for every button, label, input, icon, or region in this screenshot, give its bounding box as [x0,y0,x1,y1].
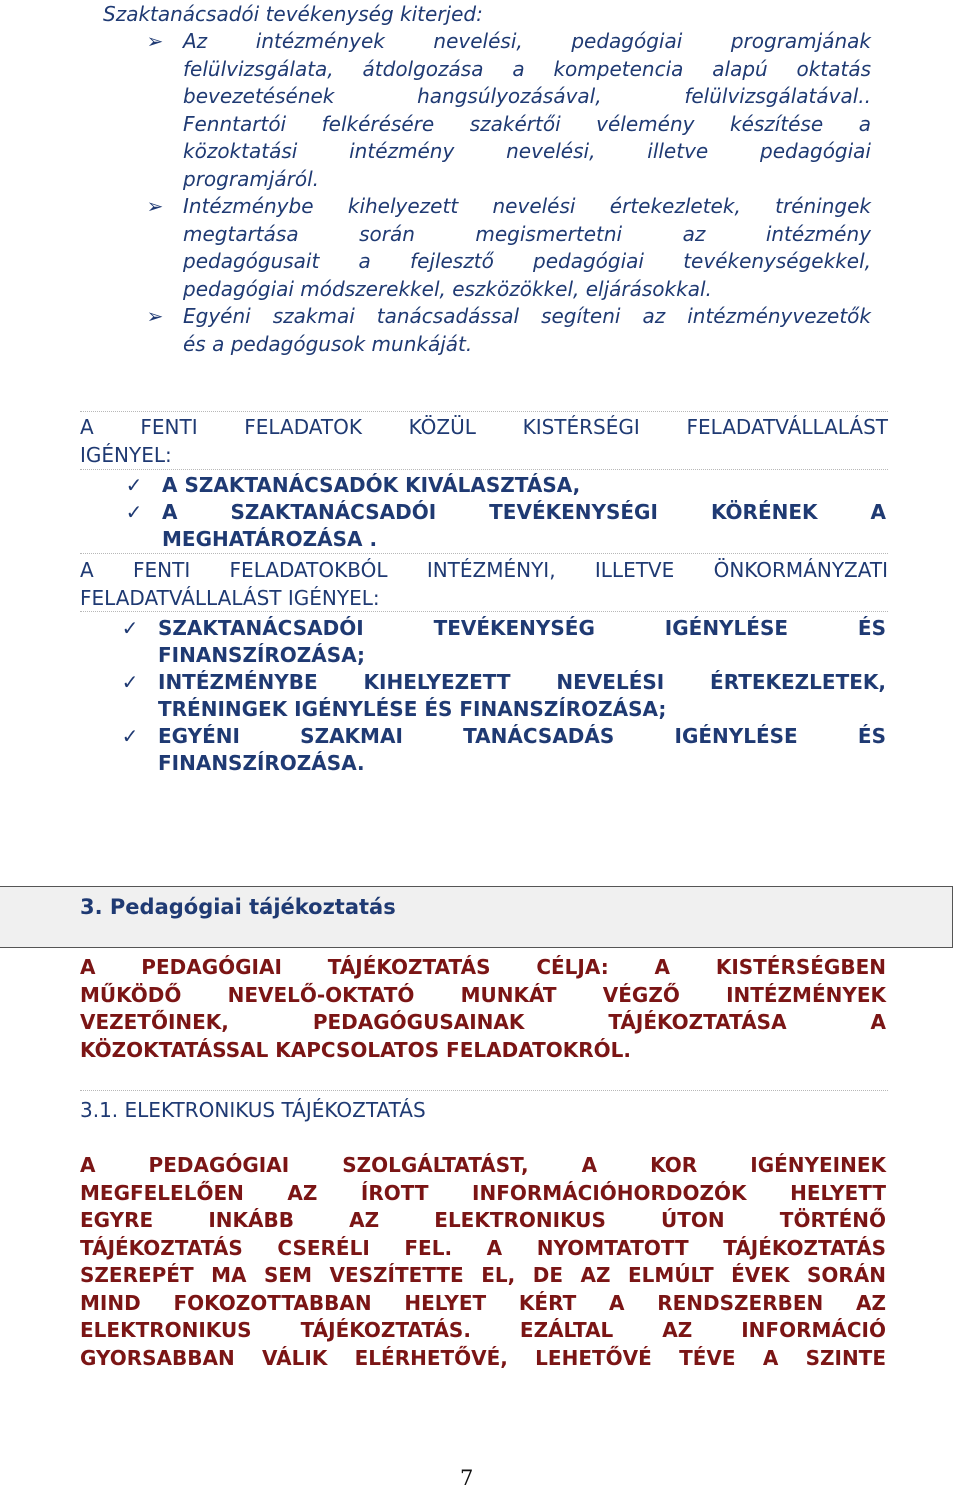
list-item [146,28,871,193]
text-line: MŰKÖDŐ NEVELŐ-OKTATÓ MUNKÁT VÉGZŐ INTÉZMÉNYEK [80,982,886,1007]
text-line: A FENTI FELADATOK KÖZÜL KISTÉRSÉGI FELADATVÁLLALÁST [80,415,888,439]
dotted-divider [80,553,888,554]
text-line: SZEREPÉT MA SEM VESZÍTETTE EL, DE AZ ELMÚLT ÉVEK SORÁN [80,1263,886,1287]
text-line: INTÉZMÉNYBE KIHELYEZETT NEVELÉSI ÉRTEKEZLETEK, [158,670,886,694]
text-line: IGÉNYEL: [80,442,172,467]
text-line: A SZAKTANÁCSADÓI TEVÉKENYSÉGI KÖRÉNEK A [162,500,886,524]
section-b-checklist [121,615,886,777]
section-b-text [80,557,888,612]
list-item [121,615,886,669]
text-line: GYORSABBAN VÁLIK ELÉRHETŐVÉ, LEHETŐVÉ TÉVE A SZINTE [80,1345,886,1370]
text-line: programjáról. [183,166,319,191]
dotted-divider [80,411,888,412]
text-line: FINANSZÍROZÁSA; [158,643,366,667]
intro-bullet-list [146,28,871,358]
text-line: EGYÉNI SZAKMAI TANÁCSADÁS IGÉNYLÉSE ÉS [158,724,886,748]
section-3-heading-box [0,886,953,948]
arrow-bullet-icon: ➢ [146,304,164,328]
arrow-bullet-icon: ➢ [146,29,164,53]
text-line: MIND FOKOZOTTABBAN HELYET KÉRT A RENDSZERBEN AZ [80,1290,886,1315]
text-line: A PEDAGÓGIAI SZOLGÁLTATÁST, A KOR IGÉNYEINEK [80,1153,886,1177]
text-line: FELADATVÁLLALÁST IGÉNYEL: [80,585,380,610]
page-number: 7 [460,1466,474,1490]
text-line: MEGHATÁROZÁSA . [162,527,378,551]
text-line: Fenntartói felkérésére szakértői vélemény készítése a [183,111,871,136]
dotted-divider [80,1090,888,1091]
text-line: pedagógusait a fejlesztő pedagógiai tevékenységekkel, [183,249,871,273]
text-line: közoktatási intézmény nevelési, illetve pedagógiai [183,139,871,163]
list-item [121,723,886,777]
text-line: pedagógiai módszerekkel, eszközökkel, eljárásokkal. [183,276,712,301]
text-line: VEZETŐINEK, PEDAGÓGUSAINAK TÁJÉKOZTATÁSA A [80,1010,886,1034]
checkmark-icon: ✓ [121,724,139,748]
text-line: A FENTI FELADATOKBÓL INTÉZMÉNYI, ILLETVE ÖNKORMÁNYZATI [80,558,888,582]
list-item [146,303,871,358]
text-line: Az intézmények nevelési, pedagógiai programjának [183,29,871,53]
section-3-1-heading: 3.1. ELEKTRONIKUS TÁJÉKOZTATÁS [80,1098,426,1122]
text-line: ELEKTRONIKUS TÁJÉKOZTATÁS. EZÁLTAL AZ INFORMÁCIÓ [80,1318,886,1342]
section-3-purpose [80,954,886,1064]
text-line: A SZAKTANÁCSADÓK KIVÁLASZTÁSA, [162,473,581,497]
text-line: megtartása során megismertetni az intézmény [183,221,871,246]
section-3-1-body [80,1152,886,1372]
intro-heading: Szaktanácsadói tevékenység kiterjed: [103,2,483,26]
text-line: FINANSZÍROZÁSA. [158,751,365,775]
text-line: A PEDAGÓGIAI TÁJÉKOZTATÁS CÉLJA: A KISTÉRSÉGBEN [80,955,886,979]
text-line: Egyéni szakmai tanácsadással segíteni az intézményvezetők [183,304,871,328]
list-item [125,472,886,499]
checkmark-icon: ✓ [121,670,139,694]
text-line: felülvizsgálata, átdolgozása a kompetencia alapú oktatás [183,56,871,81]
arrow-bullet-icon: ➢ [146,194,164,218]
text-line: SZAKTANÁCSADÓI TEVÉKENYSÉG IGÉNYLÉSE ÉS [158,616,886,640]
text-line: EGYRE INKÁBB AZ ELEKTRONIKUS ÚTON TÖRTÉNŐ [80,1208,886,1232]
checkmark-icon: ✓ [125,500,143,524]
list-item [121,669,886,723]
text-line: TÁJÉKOZTATÁS CSERÉLI FEL. A NYOMTATOTT TÁJÉKOZTATÁS [80,1235,886,1260]
section-a-checklist [125,472,886,553]
list-item [125,499,886,553]
list-item [146,193,871,303]
text-line: KÖZOKTATÁSSAL KAPCSOLATOS FELADATOKRÓL. [80,1037,632,1062]
section-a-text [80,414,888,469]
text-line: és a pedagógusok munkáját. [183,331,473,356]
dotted-divider [80,469,888,470]
section-3-title: 3. Pedagógiai tájékoztatás [80,895,396,919]
checkmark-icon: ✓ [125,473,143,497]
text-line: MEGFELELŐEN AZ ÍROTT INFORMÁCIÓHORDOZÓK HELYETT [80,1180,886,1205]
text-line: TRÉNINGEK IGÉNYLÉSE ÉS FINANSZÍROZÁSA; [158,697,667,721]
text-line: Intézménybe kihelyezett nevelési értekezletek, tréningek [183,194,871,218]
dotted-divider [80,611,888,612]
checkmark-icon: ✓ [121,616,139,640]
text-line: bevezetésének hangsúlyozásával, felülvizsgálatával.. [183,84,871,108]
